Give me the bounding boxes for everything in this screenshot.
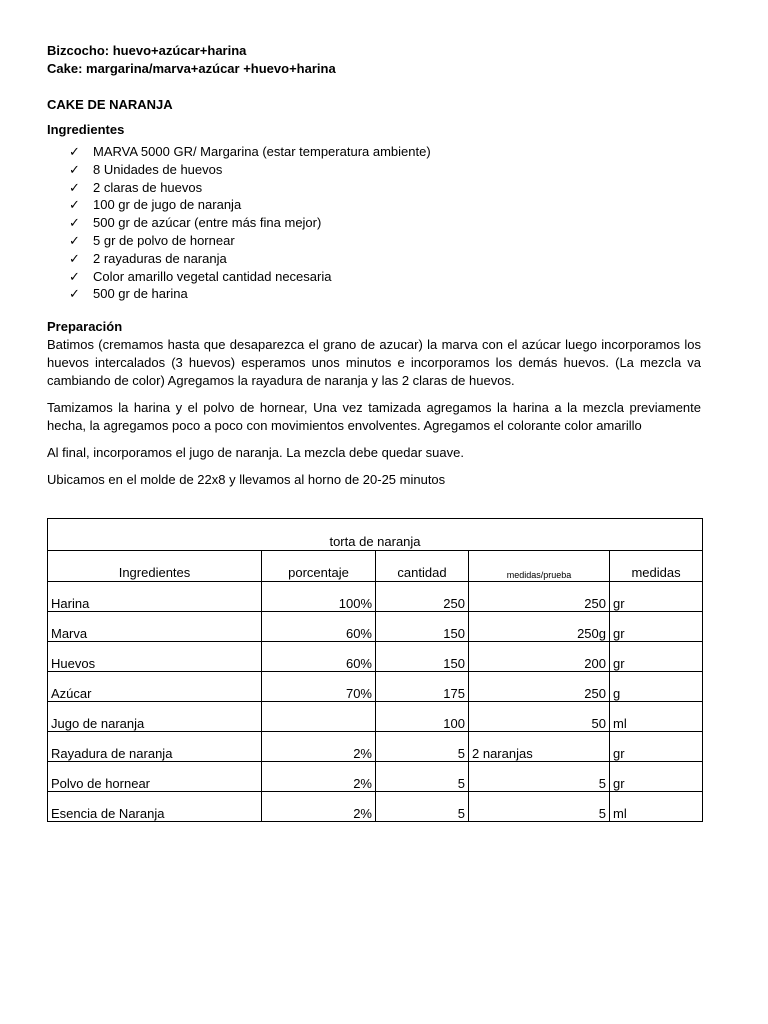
cell-porcentaje: 60% [262,612,376,642]
checkmark-icon: ✓ [69,179,80,195]
cell-cantidad: 150 [376,642,469,672]
cell-medida: gr [610,642,703,672]
checkmark-icon: ✓ [69,232,80,248]
cell-cantidad: 150 [376,612,469,642]
cell-medida: gr [610,612,703,642]
table-row [48,612,703,642]
cell-prueba: 250 [469,582,610,612]
table-title: torta de naranja [48,519,703,551]
checkmark-icon: ✓ [69,161,80,177]
checkmark-icon: ✓ [69,286,80,302]
cell-medida: ml [610,702,703,732]
table-title-row [48,519,703,551]
cell-cantidad: 250 [376,582,469,612]
preparation-step-4: Ubicamos en el molde de 22x8 y llevamos al horno de 20-25 minutos [47,472,446,488]
table-row [48,642,703,672]
cell-ingredient: Rayadura de naranja [48,732,262,762]
table-row [48,732,703,762]
cell-porcentaje: 60% [262,642,376,672]
header-ingredientes: Ingredientes [48,551,262,582]
cell-prueba: 200 [469,642,610,672]
cell-cantidad: 5 [376,732,469,762]
cell-prueba: 2 naranjas [469,732,610,762]
list-item: ✓ 500 gr de harina [69,286,188,302]
cell-prueba: 5 [469,792,610,822]
cell-porcentaje: 2% [262,732,376,762]
cell-ingredient: Azúcar [48,672,262,702]
list-item: ✓ 500 gr de azúcar (entre más fina mejor) [69,215,322,231]
ingredients-heading: Ingredientes [47,122,125,137]
cell-prueba: 250 [469,672,610,702]
header-porcentaje: porcentaje [262,551,376,582]
table-row [48,792,703,822]
table-row [48,582,703,612]
recipe-table [47,518,703,822]
cell-ingredient: Harina [48,582,262,612]
cell-cantidad: 100 [376,702,469,732]
ingredients-list [47,143,701,303]
table-row [48,762,703,792]
preparation-step-1: Batimos (cremamos hasta que desaparezca el grano de azucar) la marva con el azúcar luego incorporamos los huevos intercalados (3 huevos) esperamos unos minutos e incorporamos los demás huevos. (La mezcla va cambiando de color) Agregamos la rayadura de naranja y las 2 claras de huevos. [47,337,701,389]
cell-ingredient: Marva [48,612,262,642]
table-row [48,702,703,732]
cell-medida: gr [610,582,703,612]
cell-cantidad: 175 [376,672,469,702]
intro-cake: Cake: margarina/marva+azúcar +huevo+harina [47,61,336,76]
cell-ingredient: Huevos [48,642,262,672]
list-item: ✓ 2 claras de huevos [69,179,203,195]
document-page [47,42,701,489]
cell-cantidad: 5 [376,792,469,822]
cell-cantidad: 5 [376,762,469,792]
table-header-row [48,551,703,582]
header-medidas: medidas [610,551,703,582]
cell-medida: g [610,672,703,702]
checkmark-icon: ✓ [69,215,80,231]
cell-porcentaje: 70% [262,672,376,702]
list-item: ✓ 8 Unidades de huevos [69,161,223,177]
cell-porcentaje: 2% [262,792,376,822]
preparation-step-3: Al final, incorporamos el jugo de naranja. La mezcla debe quedar suave. [47,445,464,461]
cell-ingredient: Jugo de naranja [48,702,262,732]
cell-prueba: 50 [469,702,610,732]
recipe-title: CAKE DE NARANJA [47,97,173,112]
cell-prueba: 5 [469,762,610,792]
preparation-heading: Preparación [47,319,123,335]
header-medidas-prueba: medidas/prueba [469,551,610,582]
preparation-step-2: Tamizamos la harina y el polvo de hornear, Una vez tamizada agregamos la harina a la mezcla previamente hecha, la agregamos poco a poco con movimientos envolventes. Agregamos el colorante color amarillo [47,400,701,434]
cell-medida: gr [610,762,703,792]
cell-porcentaje [262,702,376,732]
cell-medida: gr [610,732,703,762]
list-item: ✓ Color amarillo vegetal cantidad necesaria [69,268,332,284]
header-cantidad: cantidad [376,551,469,582]
cell-ingredient: Polvo de hornear [48,762,262,792]
list-item: ✓ 5 gr de polvo de hornear [69,232,235,248]
checkmark-icon: ✓ [69,144,80,159]
cell-ingredient: Esencia de Naranja [48,792,262,822]
cell-medida: ml [610,792,703,822]
checkmark-icon: ✓ [69,197,80,213]
table-row [48,672,703,702]
checkmark-icon: ✓ [69,250,80,266]
cell-porcentaje: 2% [262,762,376,792]
cell-porcentaje: 100% [262,582,376,612]
checkmark-icon: ✓ [69,268,80,284]
intro-bizcocho: Bizcocho: huevo+azúcar+harina [47,43,247,58]
list-item: ✓ MARVA 5000 GR/ Margarina (estar temperatura ambiente) [69,144,431,159]
list-item: ✓ 2 rayaduras de naranja [69,250,227,266]
list-item: ✓ 100 gr de jugo de naranja [69,197,242,213]
cell-prueba: 250g [469,612,610,642]
